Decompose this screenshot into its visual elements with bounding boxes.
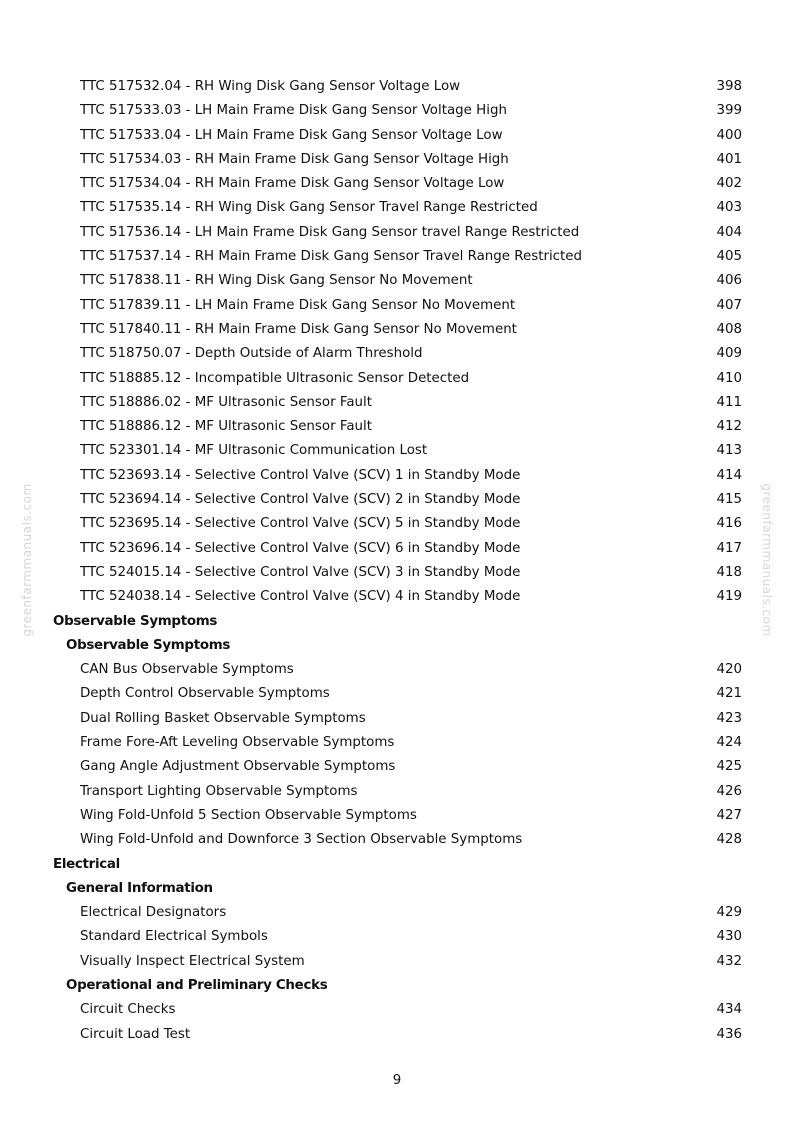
- toc-entry[interactable]: [0, 148, 794, 172]
- toc-entry-page: 411: [716, 394, 742, 410]
- toc-entry-page: 400: [716, 127, 742, 143]
- toc-entry-title: Observable Symptoms: [66, 637, 231, 653]
- toc-entry-page: 425: [716, 759, 742, 775]
- toc-entry-title: TTC 517537.14 - RH Main Frame Disk Gang Sensor Travel Range Restricted: [80, 249, 583, 265]
- toc-section-heading: [0, 853, 794, 877]
- toc-entry[interactable]: [0, 561, 794, 585]
- toc-entry[interactable]: [0, 99, 794, 123]
- toc-entry-page: 428: [716, 832, 742, 848]
- toc-entry-title: Dual Rolling Basket Observable Symptoms: [80, 710, 366, 726]
- toc-entry-title: Visually Inspect Electrical System: [80, 953, 305, 969]
- toc-entry[interactable]: [0, 269, 794, 293]
- toc-subsection-heading: [0, 974, 794, 998]
- toc-entry[interactable]: [0, 318, 794, 342]
- toc-entry-title: Frame Fore-Aft Leveling Observable Symptoms: [80, 735, 395, 751]
- toc-entry-page: 427: [716, 807, 742, 823]
- toc-entry-page: 419: [716, 589, 742, 605]
- toc-entry-page: 404: [716, 224, 742, 240]
- toc-entry-page: 413: [716, 443, 742, 459]
- toc-entry-title: Transport Lighting Observable Symptoms: [80, 783, 358, 799]
- toc-entry-title: TTC 523696.14 - Selective Control Valve (SCV) 6 in Standby Mode: [80, 540, 521, 556]
- toc-entry-page: 436: [716, 1026, 742, 1042]
- toc-entry[interactable]: [0, 124, 794, 148]
- toc-entry-title: TTC 518750.07 - Depth Outside of Alarm Threshold: [80, 346, 423, 362]
- toc-entry-page: 430: [716, 929, 742, 945]
- toc-entry-title: TTC 517533.04 - LH Main Frame Disk Gang Sensor Voltage Low: [80, 127, 503, 143]
- toc-entry[interactable]: [0, 488, 794, 512]
- toc-entry[interactable]: [0, 585, 794, 609]
- table-of-contents: [0, 75, 794, 1047]
- toc-entry-title: General Information: [66, 880, 213, 896]
- toc-entry-page: 434: [716, 1002, 742, 1018]
- toc-entry-page: 405: [716, 249, 742, 265]
- toc-subsection-heading: [0, 877, 794, 901]
- toc-entry[interactable]: [0, 294, 794, 318]
- toc-entry-title: Electrical Designators: [80, 905, 227, 921]
- toc-entry[interactable]: [0, 901, 794, 925]
- toc-entry-title: TTC 523693.14 - Selective Control Valve (SCV) 1 in Standby Mode: [80, 467, 521, 483]
- toc-entry-title: Wing Fold-Unfold and Downforce 3 Section Observable Symptoms: [80, 832, 523, 848]
- toc-entry-title: Gang Angle Adjustment Observable Symptoms: [80, 759, 396, 775]
- toc-entry-title: TTC 517536.14 - LH Main Frame Disk Gang Sensor travel Range Restricted: [80, 224, 580, 240]
- toc-entry-title: Electrical: [53, 856, 120, 872]
- toc-entry[interactable]: [0, 512, 794, 536]
- toc-entry[interactable]: [0, 780, 794, 804]
- toc-entry[interactable]: [0, 682, 794, 706]
- toc-entry[interactable]: [0, 342, 794, 366]
- toc-entry-title: TTC 517532.04 - RH Wing Disk Gang Sensor Voltage Low: [80, 79, 461, 94]
- toc-entry[interactable]: [0, 1023, 794, 1047]
- toc-section-heading: [0, 610, 794, 634]
- toc-entry-page: 423: [716, 710, 742, 726]
- toc-entry-title: Observable Symptoms: [53, 613, 218, 629]
- toc-entry[interactable]: [0, 391, 794, 415]
- toc-entry-title: TTC 524038.14 - Selective Control Valve (SCV) 4 in Standby Mode: [80, 589, 521, 605]
- toc-entry-page: 403: [716, 200, 742, 216]
- toc-entry[interactable]: [0, 755, 794, 779]
- toc-entry-title: TTC 518886.02 - MF Ultrasonic Sensor Fault: [80, 394, 372, 410]
- watermark-left: greenfarmmanuals.com: [20, 483, 34, 637]
- toc-entry-title: CAN Bus Observable Symptoms: [80, 662, 294, 678]
- toc-subsection-heading: [0, 634, 794, 658]
- toc-entry[interactable]: [0, 828, 794, 852]
- toc-entry-title: TTC 517534.03 - RH Main Frame Disk Gang Sensor Voltage High: [80, 151, 509, 167]
- toc-entry-title: Circuit Load Test: [80, 1026, 191, 1042]
- toc-entry-page: 408: [716, 321, 742, 337]
- toc-entry-title: TTC 517839.11 - LH Main Frame Disk Gang Sensor No Movement: [80, 297, 516, 313]
- toc-entry-page: 414: [716, 467, 742, 483]
- toc-entry-title: TTC 523694.14 - Selective Control Valve (SCV) 2 in Standby Mode: [80, 492, 521, 508]
- toc-entry-title: TTC 517533.03 - LH Main Frame Disk Gang Sensor Voltage High: [80, 103, 507, 119]
- toc-entry-page: 432: [716, 953, 742, 969]
- toc-entry[interactable]: [0, 245, 794, 269]
- toc-entry-page: 429: [716, 905, 742, 921]
- toc-entry-page: 424: [716, 735, 742, 751]
- toc-entry-page: 402: [716, 176, 742, 192]
- toc-entry[interactable]: [0, 731, 794, 755]
- toc-entry-page: 412: [716, 419, 742, 435]
- toc-entry-title: TTC 517535.14 - RH Wing Disk Gang Sensor Travel Range Restricted: [80, 200, 538, 216]
- toc-entry[interactable]: [0, 925, 794, 949]
- toc-entry[interactable]: [0, 998, 794, 1022]
- toc-entry-title: Wing Fold-Unfold 5 Section Observable Symptoms: [80, 807, 417, 823]
- toc-entry-page: 415: [716, 492, 742, 508]
- toc-entry-page: 409: [716, 346, 742, 362]
- toc-entry-page: 416: [716, 516, 742, 532]
- toc-entry-title: TTC 523695.14 - Selective Control Valve (SCV) 5 in Standby Mode: [80, 516, 521, 532]
- toc-entry-title: TTC 517840.11 - RH Main Frame Disk Gang Sensor No Movement: [80, 321, 517, 337]
- toc-entry-page: 418: [716, 564, 742, 580]
- toc-entry[interactable]: [0, 221, 794, 245]
- watermark-right: greenfarmmanuals.com: [760, 483, 774, 637]
- toc-entry-page: 407: [716, 297, 742, 313]
- toc-entry[interactable]: [0, 950, 794, 974]
- toc-entry-title: TTC 518886.12 - MF Ultrasonic Sensor Fault: [80, 419, 372, 435]
- toc-entry[interactable]: [0, 804, 794, 828]
- toc-entry[interactable]: [0, 658, 794, 682]
- toc-entry-page: 421: [716, 686, 742, 702]
- toc-entry-title: TTC 524015.14 - Selective Control Valve (SCV) 3 in Standby Mode: [80, 564, 521, 580]
- toc-entry-title: TTC 523301.14 - MF Ultrasonic Communication Lost: [80, 443, 428, 459]
- toc-entry-title: TTC 517534.04 - RH Main Frame Disk Gang Sensor Voltage Low: [80, 176, 505, 192]
- toc-entry[interactable]: [0, 537, 794, 561]
- toc-entry-title: Circuit Checks: [80, 1002, 176, 1018]
- toc-entry-page: 398: [716, 79, 742, 94]
- toc-entry-title: Depth Control Observable Symptoms: [80, 686, 330, 702]
- toc-entry-page: 399: [716, 103, 742, 119]
- toc-entry[interactable]: [0, 367, 794, 391]
- toc-entry-title: Standard Electrical Symbols: [80, 929, 268, 945]
- toc-entry[interactable]: [0, 415, 794, 439]
- toc-entry[interactable]: [0, 172, 794, 196]
- toc-entry[interactable]: [0, 464, 794, 488]
- toc-entry-page: 410: [716, 370, 742, 386]
- toc-entry[interactable]: [0, 439, 794, 463]
- toc-entry-page: 420: [716, 662, 742, 678]
- toc-entry-title: TTC 517838.11 - RH Wing Disk Gang Sensor No Movement: [80, 273, 473, 289]
- toc-entry-page: 426: [716, 783, 742, 799]
- toc-entry-title: Operational and Preliminary Checks: [66, 977, 328, 993]
- toc-entry-title: TTC 518885.12 - Incompatible Ultrasonic Sensor Detected: [80, 370, 470, 386]
- toc-entry[interactable]: [0, 707, 794, 731]
- toc-entry-page: 401: [716, 151, 742, 167]
- page-number: 9: [392, 1073, 402, 1088]
- toc-entry[interactable]: [0, 196, 794, 220]
- toc-entry-page: 417: [716, 540, 742, 556]
- toc-entry-page: 406: [716, 273, 742, 289]
- toc-entry[interactable]: [0, 75, 794, 99]
